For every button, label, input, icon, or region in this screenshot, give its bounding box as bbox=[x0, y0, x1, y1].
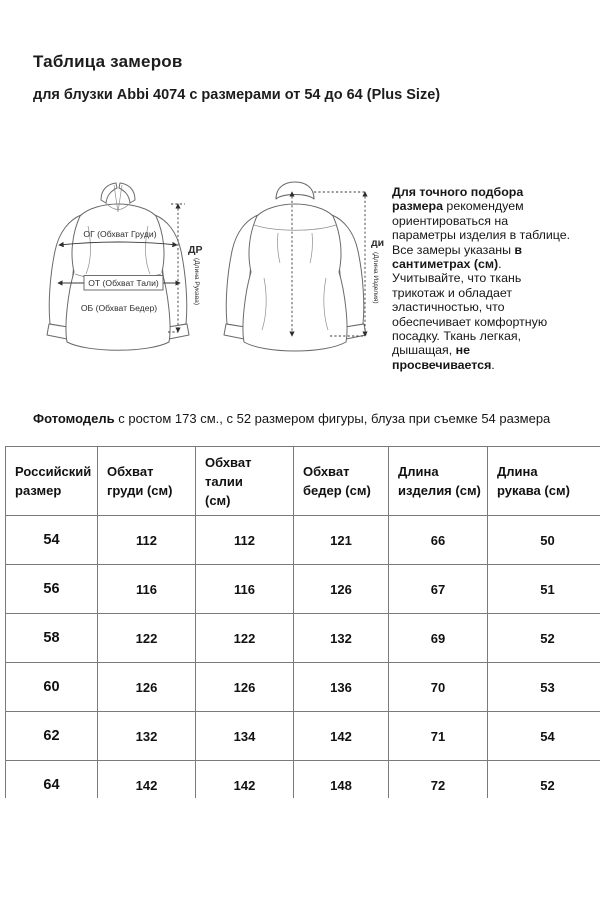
cell-size: 60 bbox=[6, 663, 98, 712]
header-sleeve: Длина рукава (см) bbox=[488, 447, 600, 516]
page-title: Таблица замеров bbox=[33, 52, 183, 71]
size-table bbox=[5, 446, 600, 798]
sleeve-length-abbr: ДР bbox=[188, 244, 203, 256]
table-row bbox=[6, 516, 600, 565]
cell-hips: 136 bbox=[294, 663, 389, 712]
table-row bbox=[6, 614, 600, 663]
cell-size: 58 bbox=[6, 614, 98, 663]
note-bold-3: не просвечивается bbox=[392, 343, 492, 372]
blouse-back-drawing bbox=[224, 182, 366, 351]
size-table-container bbox=[5, 446, 600, 798]
cell-chest: 142 bbox=[98, 761, 196, 799]
header-hips: Обхват бедер (см) bbox=[294, 447, 389, 516]
cell-size: 64 bbox=[6, 761, 98, 799]
note-bold-1: Для точного подбора размера bbox=[392, 185, 524, 214]
cell-length: 72 bbox=[389, 761, 488, 799]
waist-girth-label: ОТ (Обхват Тали) bbox=[88, 278, 159, 288]
blouse-measurement-diagram bbox=[28, 178, 396, 404]
note-text-4: Учитывайте, что ткань трикотаж и обладает эластичностью, что обеспечивает комфортную посадку. Ткань легкая, дышащая, bbox=[392, 271, 548, 358]
note-bold-2: в сантиметрах (см) bbox=[392, 242, 523, 272]
chest-girth-label: ОГ (Обхват Груди) bbox=[83, 229, 157, 239]
note-text-3: . bbox=[498, 257, 502, 272]
cell-length: 71 bbox=[389, 712, 488, 761]
cell-waist: 142 bbox=[196, 761, 294, 799]
note-text-1: рекомендуем ориентироваться на параметры изделия в таблице. bbox=[392, 199, 571, 243]
cell-waist: 116 bbox=[196, 565, 294, 614]
header-waist: Обхват талии (см) bbox=[196, 447, 294, 516]
cell-hips: 132 bbox=[294, 614, 389, 663]
header-length: Длина изделия (см) bbox=[389, 447, 488, 516]
cell-length: 66 bbox=[389, 516, 488, 565]
cell-waist: 126 bbox=[196, 663, 294, 712]
cell-hips: 148 bbox=[294, 761, 389, 799]
note-text-2: Все замеры указаны bbox=[392, 242, 515, 257]
cell-sleeve: 52 bbox=[488, 761, 600, 799]
model-note-text: с ростом 173 см., с 52 размером фигуры, блуза при съемке 54 размера bbox=[114, 411, 551, 426]
cell-chest: 132 bbox=[98, 712, 196, 761]
cell-chest: 112 bbox=[98, 516, 196, 565]
cell-chest: 122 bbox=[98, 614, 196, 663]
cell-waist: 122 bbox=[196, 614, 294, 663]
cell-size: 54 bbox=[6, 516, 98, 565]
item-length-label: (Длина Изделия) bbox=[372, 252, 379, 304]
note-text-5: . bbox=[491, 357, 495, 372]
cell-waist: 112 bbox=[196, 516, 294, 565]
cell-sleeve: 50 bbox=[488, 516, 600, 565]
cell-length: 67 bbox=[389, 565, 488, 614]
table-header-row bbox=[6, 447, 600, 516]
sizing-note bbox=[392, 185, 574, 372]
cell-waist: 134 bbox=[196, 712, 294, 761]
cell-length: 69 bbox=[389, 614, 488, 663]
cell-length: 70 bbox=[389, 663, 488, 712]
item-length-abbr: ди bbox=[371, 237, 385, 249]
cell-hips: 126 bbox=[294, 565, 389, 614]
header-chest: Обхват груди (см) bbox=[98, 447, 196, 516]
cell-hips: 121 bbox=[294, 516, 389, 565]
cell-chest: 116 bbox=[98, 565, 196, 614]
sleeve-length-label: (Длина Рукава) bbox=[193, 258, 200, 306]
cell-size: 56 bbox=[6, 565, 98, 614]
model-note-bold: Фотомодель bbox=[33, 411, 115, 426]
page-subtitle: для блузки Abbi 4074 с размерами от 54 до 64 (Plus Size) bbox=[33, 87, 441, 103]
cell-sleeve: 52 bbox=[488, 614, 600, 663]
cell-chest: 126 bbox=[98, 663, 196, 712]
header-russian-size: Российский размер bbox=[6, 447, 98, 516]
cell-sleeve: 53 bbox=[488, 663, 600, 712]
hip-girth-label: ОБ (Обхват Бедер) bbox=[80, 303, 158, 313]
cell-sleeve: 54 bbox=[488, 712, 600, 761]
table-row bbox=[6, 761, 600, 799]
cell-size: 62 bbox=[6, 712, 98, 761]
model-note bbox=[33, 411, 550, 426]
cell-hips: 142 bbox=[294, 712, 389, 761]
blouse-front-drawing bbox=[47, 183, 189, 350]
table-row bbox=[6, 712, 600, 761]
cell-sleeve: 51 bbox=[488, 565, 600, 614]
table-row bbox=[6, 565, 600, 614]
table-row bbox=[6, 663, 600, 712]
